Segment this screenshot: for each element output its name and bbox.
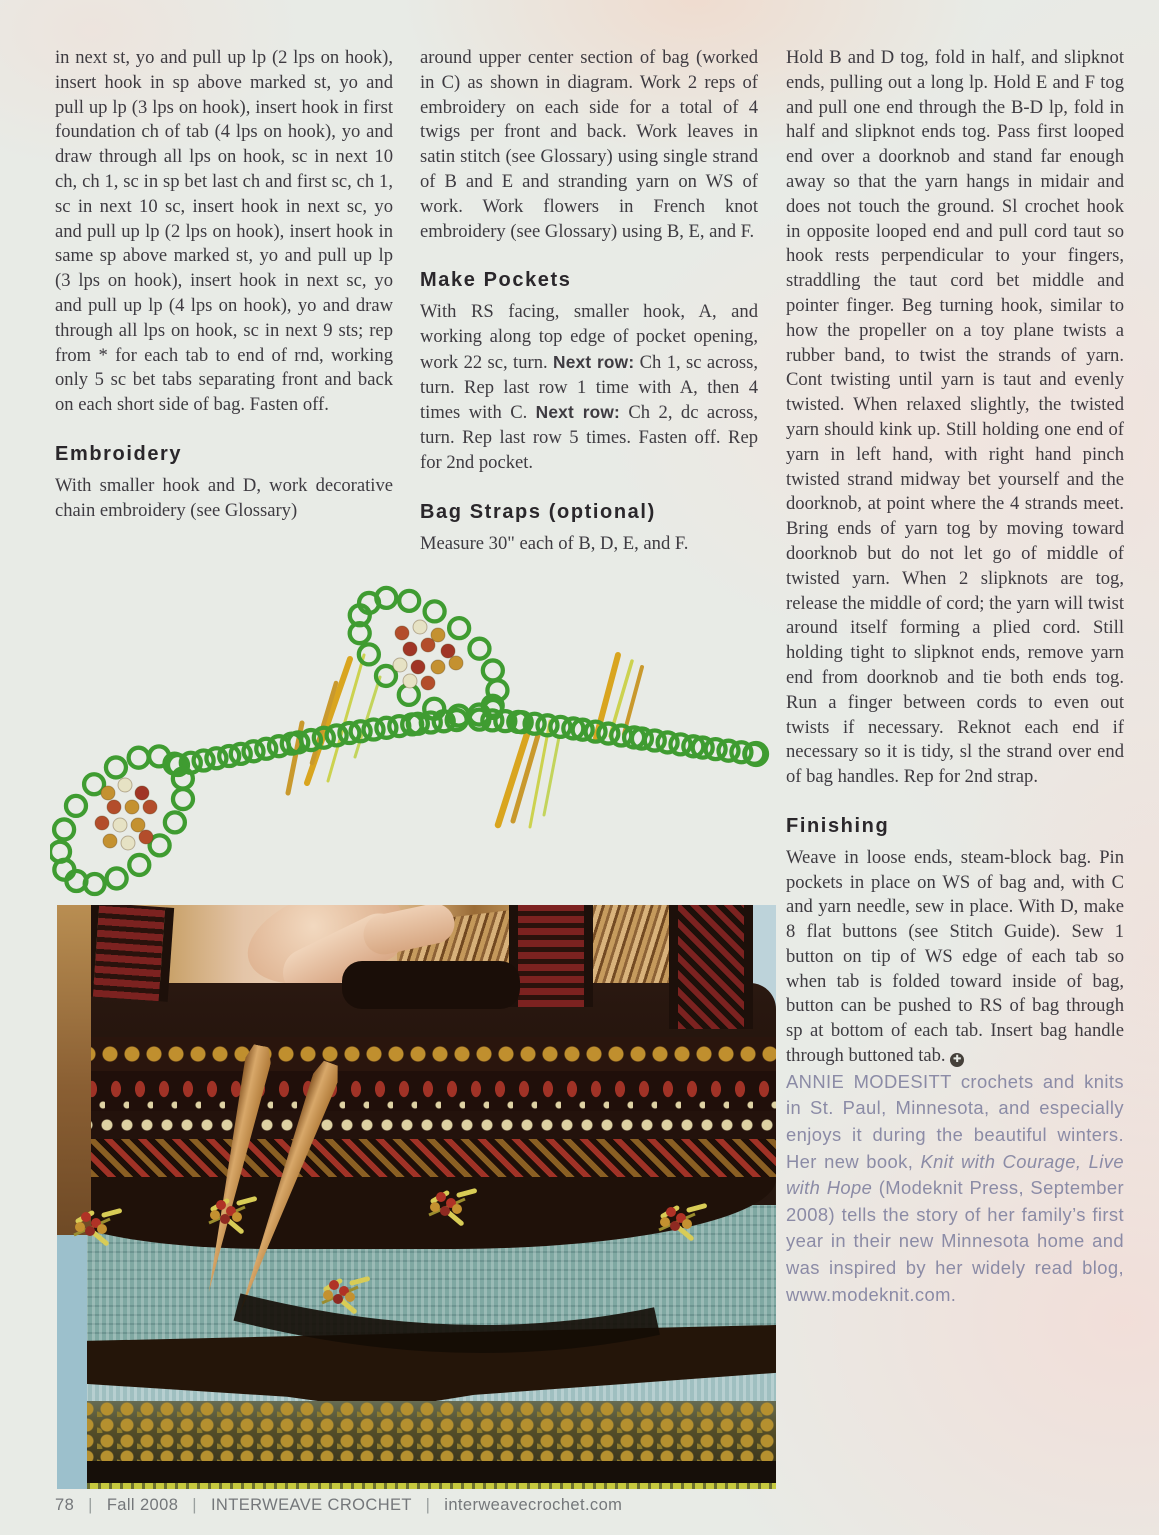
column-right <box>786 46 1124 1308</box>
footer-separator: | <box>88 1496 93 1514</box>
publication-name: INTERWEAVE CROCHET <box>210 1496 412 1514</box>
footer-separator: | <box>192 1496 197 1514</box>
section-heading-finishing: Finishing <box>786 814 890 837</box>
photo-embroidery-overlay <box>57 905 776 1489</box>
website-url: interweavecrochet.com <box>444 1496 623 1514</box>
embroidery-paragraph: With smaller hook and D, work decorative chain embroidery (see Glossary) <box>55 474 393 521</box>
embroidery-diagram <box>50 585 780 905</box>
footer-separator: | <box>425 1496 431 1514</box>
page-number: 78 <box>55 1496 75 1514</box>
section-heading-make-pockets: Make Pockets <box>420 269 572 292</box>
finishing-paragraph: Weave in loose ends, steam-block bag. Pin pockets in place on WS of bag and, with C and yarn needle, sew in place. With D, make 8 flat buttons (see Stitch Guide). Sew 1 button on tip of WS edge of each tab so when tab is folded toward inside of bag, button can be pushed to RS of bag through sp at bottom of each tab. Insert bag handle through buttoned tab. ✚ <box>786 846 1124 1067</box>
pattern-continuation-paragraph: in next st, yo and pull up lp (2 lps on hook), insert hook in sp above marked st, yo and pull up lp (3 lps on hook), insert hook in first foundation ch of tab (4 lps on hook), yo and draw through all lps on hook, sc in next 10 ch, ch 1, sc in sp bet last ch and first sc, ch 1, sc in next 10 sc, insert hook in next sc, yo and pull up lp (2 lps on hook), insert hook in same sp above marked st, yo and pull up lp (3 lps on hook), insert hook in next sc, yo and pull up lp (4 lps on hook), yo and draw through all lps on hook, sc in next 9 sts; rep from * for each tab to end of rnd, working only 5 sc bet tabs separating front and back on each short side of bag. Fasten off. <box>55 47 393 416</box>
column-center <box>420 46 758 556</box>
section-heading-bag-straps: Bag Straps (optional) <box>420 500 656 523</box>
end-of-article-icon: ✚ <box>950 1053 964 1067</box>
issue-label: Fall 2008 <box>106 1496 179 1514</box>
page-footer <box>55 1496 622 1515</box>
author-bio: ANNIE MODESITT crochets and knits in St. Paul, Minnesota, and especially enjoys it during the beautiful winters. Her new book, Knit with Courage, Live with Hope (Modeknit Press, September 2008) tells the story of her family’s first year in their new Minnesota home and was inspired by her widely read blog, www.modeknit.com. <box>786 1070 1124 1305</box>
bag-straps-continued-paragraph: Hold B and D tog, fold in half, and slipknot ends, pulling out a long lp. Hold E and F tog and pull one end through the B-D lp, fold in half and slipknot ends tog. Pass first looped end over a doorknob and stand far enough away so that the yarn hangs in midair and does not touch the ground. Sl crochet hook in opposite looped end and pull cord taut so hook rests perpendicular to your fingers, straddling the taut cord bet middle and pointer finger. Beg turning hook, similar to how the propeller on a toy plane twists a rubber band, to twist the strands of yarn. Cont twisting until yarn is taut and evenly twisted. When relaxed slightly, the twisted yarn should kink up. Still holding one end of yarn in left hand, with right hand pinch twisted strand midway bet yourself and the doorknob, at point where the 4 strands meet. Bring ends of yarn tog by moving toward doorknob but do not let go of middle of twisted yarn. When 2 slipknots are tog, release the middle of cord; the yarn will twist around itself forming a plied cord. Still holding tight to slipknot ends, remove yarn end from doorknob and tie both ends tog. Run a finger between cords to even out twists if necessary. Reknot each end if necessary so it is tidy, sl the strand over end of bag handles. Rep for 2nd strap. <box>786 47 1124 788</box>
bag-photo <box>57 905 776 1489</box>
section-heading-embroidery: Embroidery <box>55 442 183 465</box>
make-pockets-paragraph: With RS facing, smaller hook, A, and working along top edge of pocket opening, work 22 sc, turn. Next row: Ch 1, sc across, turn. Rep last row 1 time with A, then 4 times with C. Next row: Ch 2, dc across, turn. Rep last row 5 times. Fasten off. Rep for 2nd pocket. <box>420 301 758 473</box>
column-left <box>55 46 393 523</box>
embroidery-continued-paragraph: around upper center section of bag (worked in C) as shown in diagram. Work 2 reps of embroidery on each side for a total of 4 twigs per front and back. Work leaves in satin stitch (see Glossary) using single strand of B and E and stranding yarn on WS of work. Work flowers in French knot embroidery (see Glossary) using B, E, and F. <box>420 47 758 242</box>
bag-straps-paragraph: Measure 30" each of B, D, E, and F. <box>420 532 689 554</box>
